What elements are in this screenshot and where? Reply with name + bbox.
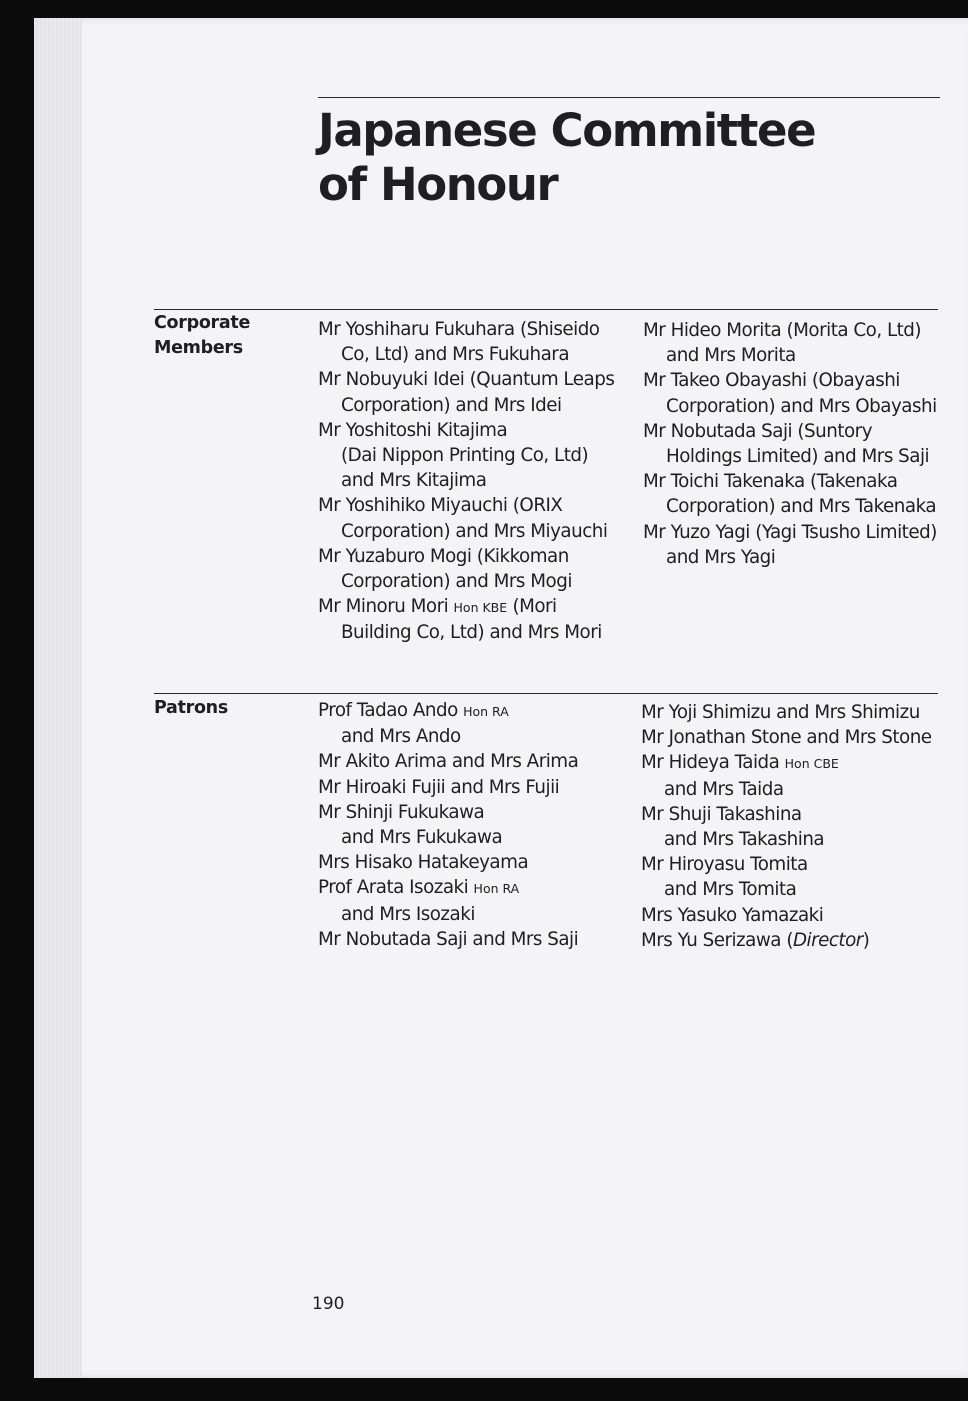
- role-director: Director: [792, 929, 863, 951]
- patrons-rule: [154, 693, 938, 694]
- list-item: Mr Hideya Taida Hon CBE and Mrs Taida: [641, 752, 839, 800]
- list-item: Prof Tadao Ando Hon RA and Mrs Ando: [318, 700, 509, 748]
- list-item: Mr Akito Arima and Mrs Arima: [318, 751, 579, 773]
- title-rule: [318, 97, 940, 98]
- list-item: Mr Yoji Shimizu and Mrs Shimizu: [641, 702, 920, 723]
- title-line-1: Japanese Committee: [318, 104, 816, 157]
- list-item: Mr Minoru Mori Hon KBE (Mori Building Co, Ltd) and Mrs Mori: [318, 596, 602, 644]
- list-item: Mr Hiroyasu Tomita and Mrs Tomita: [641, 854, 808, 901]
- list-item: Mr Shuji Takashina and Mrs Takashina: [641, 803, 825, 851]
- list-item: Prof Arata Isozaki Hon RA and Mrs Isozaki: [318, 877, 520, 925]
- corporate-list-right: [643, 318, 937, 570]
- patrons-label: Patrons: [154, 698, 228, 718]
- corporate-rule: [154, 309, 938, 310]
- honour-abbrev: Hon CBE: [784, 756, 839, 772]
- list-item: Mr Yoshitoshi Kitajima (Dai Nippon Printing Co, Ltd) and Mrs Kitajima: [318, 419, 589, 492]
- list-item: Mrs Yu Serizawa (Director): [641, 929, 870, 951]
- list-item: Mr Shinji Fukukawa and Mrs Fukukawa: [318, 801, 503, 849]
- list-item: Mrs Yasuko Yamazaki: [641, 904, 824, 926]
- honour-abbrev: Hon RA: [463, 704, 509, 719]
- honour-abbrev: Hon RA: [473, 881, 520, 897]
- list-item: Mr Yuzaburo Mogi (Kikkoman Corporation) and Mrs Mogi: [318, 545, 572, 593]
- list-item: Mr Yoshiharu Fukuhara (Shiseido Co, Ltd) and Mrs Fukuhara: [318, 319, 600, 366]
- honour-abbrev: Hon KBE: [453, 600, 508, 616]
- list-item: Mr Nobutada Saji (Suntory Holdings Limited) and Mrs Saji: [643, 420, 930, 468]
- patrons-list-right: [641, 700, 932, 953]
- patrons-list-left: [318, 698, 578, 952]
- list-item: Mrs Hisako Hatakeyama: [318, 852, 529, 874]
- corporate-list-left: [318, 317, 614, 646]
- list-item: Mr Hiroaki Fujii and Mrs Fujii: [318, 776, 560, 798]
- list-item: Mr Takeo Obayashi (Obayashi Corporation) and Mrs Obayashi: [643, 370, 937, 417]
- list-item: Mr Nobutada Saji and Mrs Saji: [318, 928, 579, 950]
- list-item: Mr Nobuyuki Idei (Quantum Leaps Corporation) and Mrs Idei: [318, 369, 615, 416]
- page-stack-edge: [34, 18, 82, 1378]
- title-line-2: of Honour: [318, 158, 558, 211]
- list-item: Mr Yoshihiko Miyauchi (ORIX Corporation) and Mrs Miyauchi: [318, 495, 608, 542]
- list-item: Mr Toichi Takenaka (Takenaka Corporation) and Mrs Takenaka: [643, 471, 937, 518]
- list-item: Mr Yuzo Yagi (Yagi Tsusho Limited) and Mrs Yagi: [643, 521, 937, 568]
- page-number: 190: [312, 1294, 345, 1314]
- list-item: Mr Jonathan Stone and Mrs Stone: [641, 727, 932, 749]
- page-title: [318, 104, 815, 212]
- corporate-members-label: Corporate Members: [154, 313, 251, 358]
- list-item: Mr Hideo Morita (Morita Co, Ltd) and Mrs Morita: [643, 320, 922, 367]
